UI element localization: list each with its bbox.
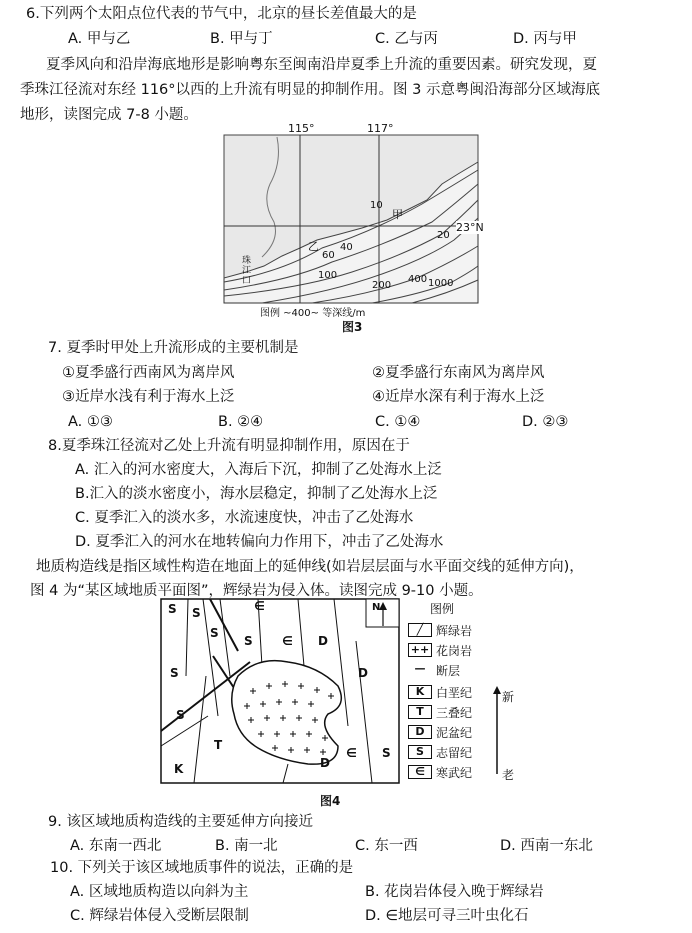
q9-stem: 9. 该区域地质构造线的主要延伸方向接近 <box>48 814 313 830</box>
q8-option-a[interactable]: A. 汇入的河水密度大，入海后下沉，抑制了乙处海水上泛 <box>75 462 442 478</box>
q6-stem: 6.下列两个太阳点位代表的节气中，北京的昼长差值最大的是 <box>26 6 417 22</box>
q7-choice-1: ①夏季盛行西南风为离岸风 <box>62 365 235 381</box>
q6-option-d[interactable]: D. 丙与甲 <box>513 31 577 47</box>
q8-stem: 8.夏季珠江径流对乙处上升流有明显抑制作用，原因在于 <box>48 438 410 454</box>
fig4-label-t: T <box>214 738 223 752</box>
q6-option-a[interactable]: A. 甲与乙 <box>68 31 131 47</box>
granite-icon: ++ <box>408 643 432 657</box>
cambrian-symbol: ∈ <box>408 765 432 779</box>
fig3-caption: 图3 <box>342 320 363 334</box>
fig4-label-d2: D <box>358 666 368 680</box>
age-old-label: 老 <box>502 768 515 782</box>
q7-option-c[interactable]: C. ①④ <box>375 414 421 430</box>
fig3-point-yi: 乙 <box>308 240 319 253</box>
q7-choice-3: ③近岸水浅有利于海水上泛 <box>62 389 235 405</box>
q7-stem: 7. 夏季时甲处上升流形成的主要机制是 <box>48 340 299 356</box>
triassic-symbol: T <box>408 705 432 719</box>
fig4-label-d1: D <box>318 634 328 648</box>
fig3-contour-40: 40 <box>340 242 353 253</box>
fig4-label-s4: S <box>244 634 253 648</box>
fig4-label-s2: S <box>192 606 201 620</box>
q9-option-b[interactable]: B. 南一北 <box>215 838 278 854</box>
q9-option-a[interactable]: A. 东南一西北 <box>70 838 162 854</box>
fig4-legend-title: 图例 <box>430 602 455 616</box>
figure-4-svg <box>158 596 403 788</box>
fig3-lon-115: 115° <box>288 122 315 135</box>
fig3-legend: 图例 ~400~ 等深线/m <box>260 308 366 319</box>
fig4-label-s5: S <box>170 666 179 680</box>
fig4-label-s1: S <box>168 602 177 616</box>
passage1-line2: 季珠江径流对东经 116°以西的上升流有明显的抑制作用。图 3 示意粤闽沿海部分区域海底 <box>20 82 600 98</box>
fig4-label-d3: D <box>320 756 330 770</box>
fig4-label-s7: S <box>382 746 391 760</box>
fig3-contour-100: 100 <box>318 270 338 281</box>
fig3-contour-20: 20 <box>437 230 450 241</box>
figure-3-map <box>222 122 484 334</box>
q10-option-b[interactable]: B. 花岗岩体侵入晚于辉绿岩 <box>365 884 544 900</box>
q6-option-c[interactable]: C. 乙与丙 <box>375 31 438 47</box>
fig3-contour-10: 10 <box>370 200 383 211</box>
q10-option-a[interactable]: A. 区域地质构造以向斜为主 <box>70 884 249 900</box>
figure-3-svg <box>222 122 480 332</box>
q6-option-b[interactable]: B. 甲与丁 <box>210 31 273 47</box>
passage2-line1: 地质构造线是指区域性构造在地面上的延伸线(如岩层层面与水平面交线的延伸方向)， <box>36 559 584 575</box>
q8-option-c[interactable]: C. 夏季汇入的淡水多，水流速度快，冲击了乙处海水 <box>75 510 414 526</box>
fig3-lat-23n: 23°N <box>456 221 484 234</box>
fig4-label-s3: S <box>210 626 219 640</box>
fig3-place-label: 珠江口 <box>242 256 252 286</box>
fig4-north-label: N <box>372 602 381 613</box>
fig4-label-cambrian1: ∈ <box>254 599 265 613</box>
fig4-label-k: K <box>174 762 184 776</box>
age-new-label: 新 <box>502 690 515 704</box>
passage2-line2: 图 4 为“某区域地质平面图”，辉绿岩为侵入体。读图完成 9-10 小题。 <box>30 583 483 599</box>
fig3-contour-60: 60 <box>322 250 335 261</box>
fig4-label-cambrian3: ∈ <box>346 746 357 760</box>
fig3-point-jia: 甲 <box>392 208 403 221</box>
fig3-lon-117: 117° <box>367 122 394 135</box>
fig4-caption: 图4 <box>320 794 341 808</box>
passage1-line3: 地形，读图完成 7-8 小题。 <box>20 107 198 123</box>
silurian-symbol: S <box>408 745 432 759</box>
q8-option-b[interactable]: B.汇入的淡水密度小，海水层稳定，抑制了乙处海水上泛 <box>75 486 438 502</box>
q7-choice-2: ②夏季盛行东南风为离岸风 <box>372 365 545 381</box>
fig4-label-s6: S <box>176 708 185 722</box>
diabase-icon: ╱ <box>408 623 432 637</box>
fig3-contour-200: 200 <box>372 280 392 291</box>
passage1-line1: 夏季风向和沿岸海底地形是影响粤东至闽南沿岸夏季上升流的重要因素。研究发现，夏 <box>46 57 597 73</box>
q7-option-b[interactable]: B. ②④ <box>218 414 264 430</box>
devonian-symbol: D <box>408 725 432 739</box>
q7-choice-4: ④近岸水深有利于海水上泛 <box>372 389 545 405</box>
q7-option-d[interactable]: D. ②③ <box>522 414 569 430</box>
fig4-label-cambrian2: ∈ <box>282 634 293 648</box>
q10-stem: 10. 下列关于该区域地质事件的说法，正确的是 <box>50 860 354 876</box>
cretaceous-symbol: K <box>408 685 432 699</box>
q8-option-d[interactable]: D. 夏季汇入的河水在地转偏向力作用下，冲击了乙处海水 <box>75 534 444 550</box>
fig3-contour-1000: 1000 <box>428 278 454 289</box>
q9-option-d[interactable]: D. 西南一东北 <box>500 838 593 854</box>
fig3-contour-400: 400 <box>408 274 428 285</box>
figure-4-map <box>158 596 518 810</box>
fault-icon: — <box>408 663 432 677</box>
fig4-legend: 图例 ╱ 辉绿岩 ++ 花岗岩 — 断层 K 白垩纪 T 三叠纪 D 泥盆纪 S 志留纪 ∈ 寒武纪 新 老 <box>408 596 518 788</box>
q7-option-a[interactable]: A. ①③ <box>68 414 113 430</box>
q10-option-c[interactable]: C. 辉绿岩体侵入受断层限制 <box>70 908 249 924</box>
q10-option-d[interactable]: D. ∈地层可寻三叶虫化石 <box>365 908 529 924</box>
q9-option-c[interactable]: C. 东一西 <box>355 838 418 854</box>
